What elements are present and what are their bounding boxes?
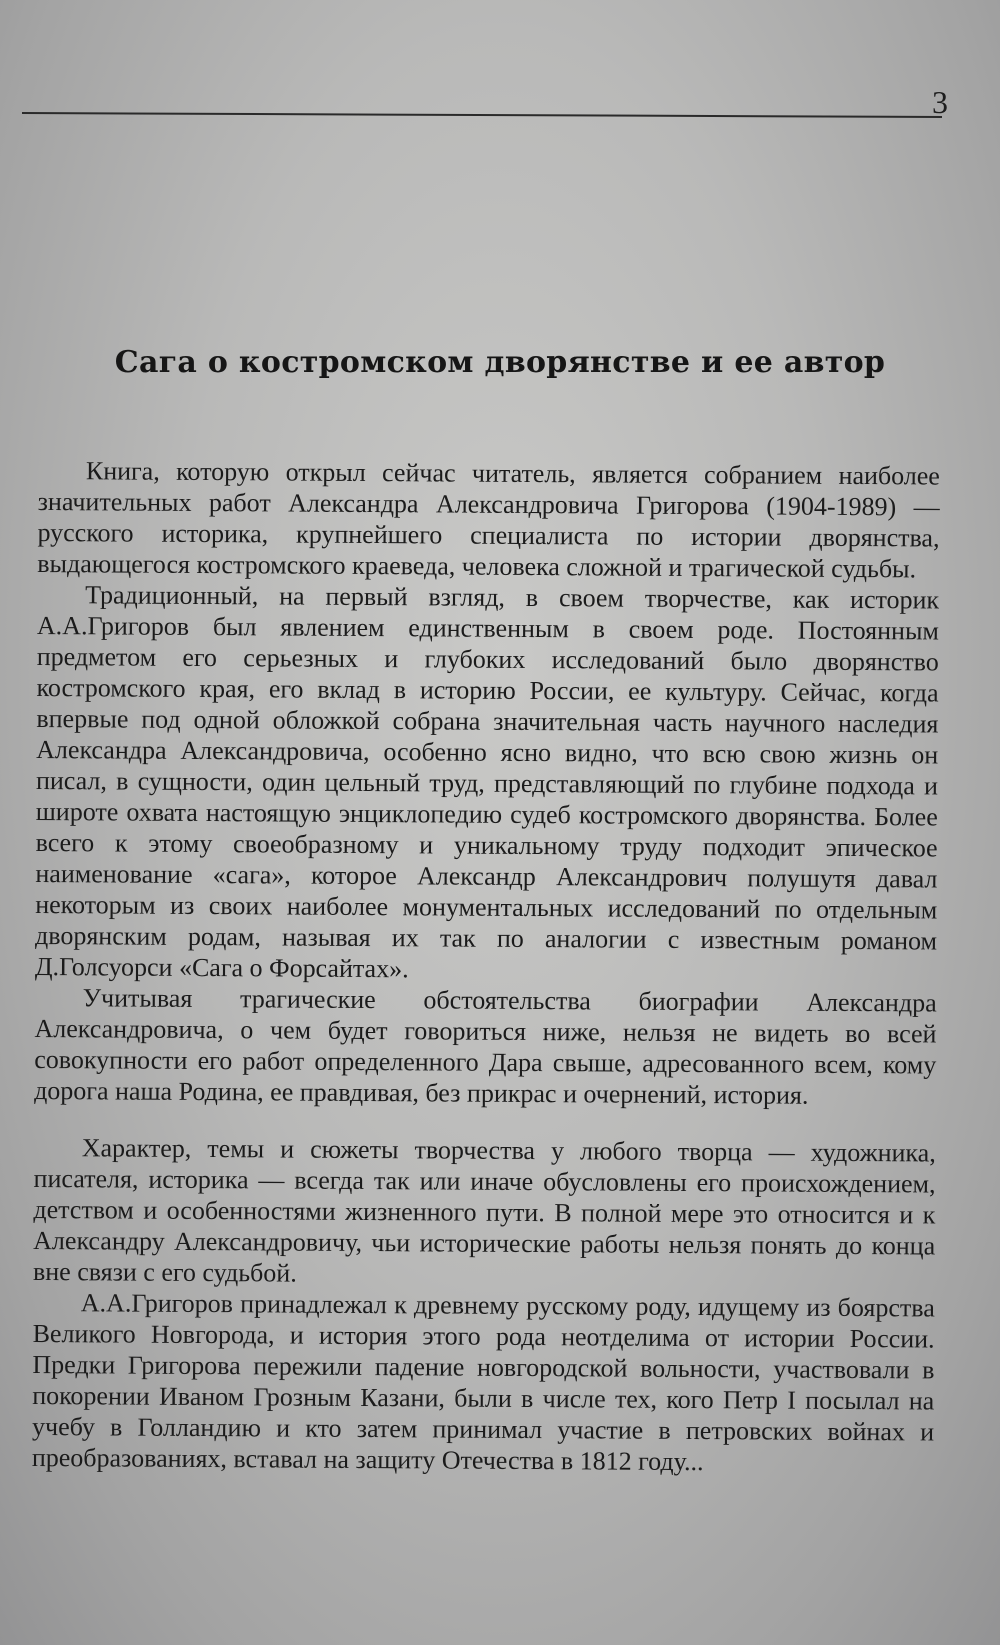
section-title: Сага о костромском дворянстве и ее автор	[114, 345, 886, 380]
paragraph: А.А.Григоров принадлежал к древнему русскому роду, идущему из боярства Великого Новгорода, и история этого рода неотделима от истории России. Предки Григорова пережили падение новгородской вольности, участвовали в покорении Иваном Грозным Казани, были в числе тех, кого Петр I посылал на учебу в Голландию и кто затем принимал участие в петровских войнах и преобразованиях, вставал на защиту Отечества в 1812 году...	[31, 1288, 935, 1477]
show-through-text	[40, 140, 940, 174]
header-rule	[22, 112, 942, 118]
page-number: 3	[932, 84, 948, 120]
paragraph: Учитывая трагические обстоятельства биографии Александра Александровича, о чем будет говориться ниже, нельзя не видеть во всей совокупности его работ определенного Дара свыше, адресованного всем, кому дорога наша Родина, ее правдивая, без прикрас и очернений, история.	[34, 983, 937, 1110]
paragraph: Традиционный, на первый взгляд, в своем творчестве, как историк А.А.Григоров был явлением единственным в своем роде. Постоянным предметом его серьезных и глубоких исследований было дворянство костромского края, его вклад в историю России, ее культуру. Сейчас, когда впервые под одной обложкой собрана значительная часть научного наследия Александра Александровича, особенно ясно видно, что всю свою жизнь он писал, в сущности, один цельный труд, представляющий по глубине подхода и широте охвата настоящую энциклопедию судеб костромского дворянства. Более всего к этому своеобразному и уникальному труду подходит эпическое наименование «сага», которое Александр Александрович полушутя давал некоторым из своих наиболее монументальных исследований по отдельным дворянским родам, называя их так по аналогии с известным романом Д.Голсуорси «Сага о Форсайтах».	[34, 580, 940, 984]
paragraph: Характер, темы и сюжеты творчества у любого творца — художника, писателя, историка — всегда так или иначе обусловлены его происхождением, детством и особенностями жизненного пути. В полной мере это относится и к Александру Александровичу, чьи исторические работы нельзя понять до конца вне связи с его судьбой.	[32, 1133, 936, 1288]
paragraph: Книга, которую открыл сейчас читатель, является собранием наиболее значительных работ Александра Александровича Григорова (1904-1989) — русского историка, крупнейшего специалиста по истории дворянства, выдающегося костромского краеведа, человека сложной и трагической судьбы.	[37, 456, 940, 584]
body-text	[32, 455, 940, 1478]
